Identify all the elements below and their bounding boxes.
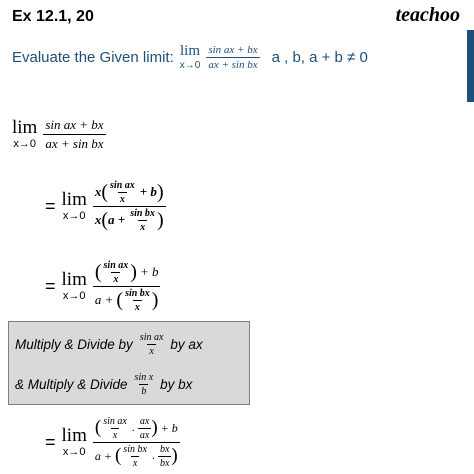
- inner-num: sin bx: [125, 287, 150, 299]
- paren-open: (: [94, 417, 102, 438]
- step4-limit: [62, 426, 87, 458]
- inner-num: ax: [139, 415, 150, 427]
- question-denominator: ax + sin bx: [208, 58, 258, 71]
- note-line1-den: x: [149, 345, 154, 357]
- lim-sub: x→0: [62, 210, 86, 222]
- a-plus: a +: [94, 448, 112, 463]
- note-line2-post: by bx: [160, 376, 193, 392]
- lim-word: lim: [61, 189, 87, 210]
- inner-den: ax: [139, 429, 150, 441]
- lim-word: lim: [61, 269, 87, 290]
- step4-denominator: [93, 442, 180, 469]
- inner-num: sin bx: [123, 443, 147, 455]
- note-line1-post: by ax: [170, 336, 203, 352]
- lim-word: lim: [180, 42, 201, 59]
- step2-fraction: [93, 180, 166, 233]
- question-prefix: Evaluate the Given limit:: [12, 48, 174, 66]
- step-4: [45, 412, 180, 472]
- note-line1-fraction: [138, 332, 166, 357]
- step3-denominator: [93, 286, 161, 313]
- note-line1-pre: Multiply & Divide by: [15, 336, 133, 352]
- paren-open: (: [114, 445, 122, 466]
- step1-fraction: [43, 117, 105, 152]
- inner-fraction: [102, 260, 131, 285]
- step1-numerator: sin ax + bx: [45, 116, 104, 132]
- inner-den: x: [112, 429, 118, 441]
- inner-den: x: [113, 273, 119, 285]
- paren-close: ): [151, 288, 159, 311]
- inner-den: x: [134, 301, 140, 313]
- step-2: [45, 176, 166, 236]
- inner-fraction: [101, 416, 129, 441]
- note-line-2: [15, 366, 192, 402]
- question-line: [12, 38, 368, 76]
- lim-word: lim: [12, 117, 38, 138]
- inner-den: x: [132, 457, 138, 469]
- lim-sub: x→0: [62, 290, 86, 302]
- lim-word: lim: [61, 425, 87, 446]
- note-box: [8, 321, 250, 405]
- inner-fraction: [128, 208, 157, 233]
- paren-open: (: [101, 208, 109, 231]
- step3-fraction: [93, 260, 161, 313]
- paren-close: ): [130, 260, 137, 283]
- note-line-1: [15, 326, 203, 362]
- lim-sub: x→0: [13, 138, 36, 150]
- step4-numerator: [93, 416, 180, 442]
- inner-num: sin ax: [110, 179, 135, 191]
- question-condition: a , b, a + b ≠ 0: [271, 48, 368, 66]
- step2-limit: [62, 190, 87, 222]
- step3-limit: [62, 270, 87, 302]
- dot-operator: .: [151, 450, 155, 462]
- lim-sub: x→0: [62, 446, 86, 458]
- step-1: [12, 112, 106, 156]
- lim-sub: x→0: [179, 59, 201, 71]
- step1-limit: [12, 118, 37, 150]
- dot-operator: .: [131, 422, 135, 434]
- accent-bar: [467, 30, 474, 102]
- question-numerator: sin ax + bx: [208, 43, 258, 56]
- note-line2-num: sin x: [134, 371, 154, 383]
- inner-fraction: [108, 180, 137, 205]
- inner-num: sin ax: [103, 415, 127, 427]
- step3-numerator: [93, 260, 161, 286]
- note-line2-den: b: [141, 385, 147, 397]
- plus-b: + b: [160, 420, 178, 435]
- question-fraction: [206, 44, 259, 71]
- step1-denominator: ax + sin bx: [45, 135, 104, 151]
- step2-numerator: [93, 180, 166, 206]
- equals-sign: =: [45, 275, 56, 296]
- plus-b: + b: [139, 264, 159, 279]
- step-3: [45, 256, 160, 316]
- step2-denominator: [93, 206, 166, 233]
- equals-sign: =: [45, 195, 56, 216]
- inner-fraction: [158, 444, 171, 469]
- question-limit: [180, 44, 201, 71]
- inner-fraction: [121, 444, 149, 469]
- note-line2-pre: & Multiply & Divide: [15, 376, 128, 392]
- inner-num: sin bx: [130, 207, 155, 219]
- paren-open: (: [116, 288, 124, 311]
- note-line1-num: sin ax: [139, 331, 164, 343]
- paren-close: ): [156, 180, 164, 203]
- inner-den: bx: [159, 457, 170, 469]
- inner-num: sin ax: [103, 259, 129, 271]
- x-var: x: [94, 212, 102, 227]
- a-plus: a +: [108, 212, 126, 227]
- a-plus: a +: [94, 292, 114, 307]
- paren-open: (: [94, 260, 102, 283]
- inner-num: bx: [159, 443, 170, 455]
- plus-b: + b: [139, 184, 157, 199]
- equals-sign: =: [45, 431, 56, 452]
- paren-close: ): [156, 208, 164, 231]
- x-var: x: [94, 184, 102, 199]
- inner-fraction: [138, 416, 151, 441]
- inner-den: x: [119, 193, 125, 205]
- teachoo-logo: teachoo: [395, 4, 460, 26]
- note-line2-fraction: [133, 372, 156, 397]
- paren-close: ): [171, 445, 178, 466]
- step4-fraction: [93, 416, 180, 469]
- inner-den: x: [140, 221, 146, 233]
- paren-close: ): [151, 417, 158, 438]
- exercise-label: Ex 12.1, 20: [12, 8, 94, 25]
- inner-fraction: [123, 288, 152, 313]
- paren-open: (: [101, 180, 109, 203]
